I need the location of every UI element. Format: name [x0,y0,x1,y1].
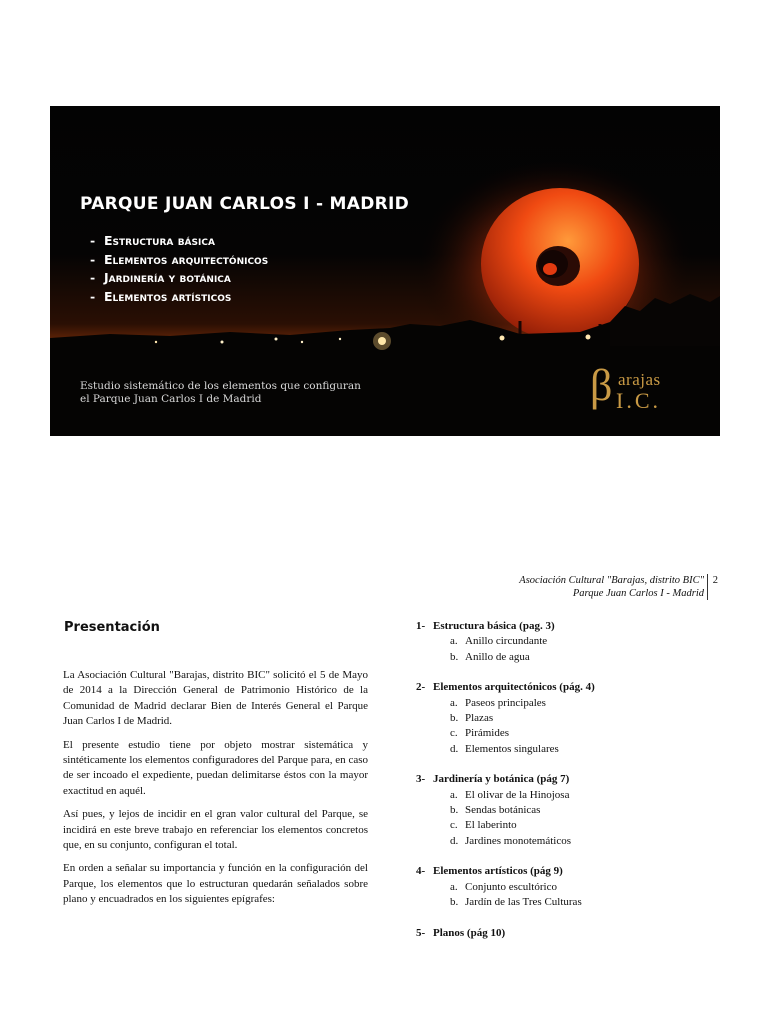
cover-topic: - Elementos arquitectónicos [90,251,269,267]
header-divider [707,574,708,600]
toc-section [416,864,716,910]
toc-item: c. Pirámides [450,727,509,740]
toc-item: c. El laberinto [450,819,517,832]
toc-item: b. Jardín de las Tres Culturas [450,896,582,909]
cover-banner [50,106,720,436]
toc-item: b. Plazas [450,712,494,725]
cover-topic: - Elementos artísticos [90,288,232,304]
toc-item: a. Paseos principales [450,696,546,709]
toc-item: d. Jardines monotemáticos [450,834,572,847]
header-park: Parque Juan Carlos I - Madrid [572,588,704,599]
toc-section [416,926,716,941]
table-of-contents [416,619,716,956]
cover-subtitle: Estudio sistemático de los elementos que configuran el Parque Juan Carlos I de Madrid [80,380,361,405]
toc-heading: 4- Elementos artísticos (pág 9) [416,865,563,878]
toc-item: b. Anillo de agua [450,650,530,663]
toc-section [416,680,716,757]
toc-section [416,619,716,665]
toc-heading: 2- Elementos arquitectónicos (pág. 4) [416,681,595,694]
paragraph: La Asociación Cultural "Barajas, distrito BIC" solicitó el 5 de Mayo de 2014 a la Dirección General de Patrimonio Histórico de la Comunidad de Madrid declarar Bien de Interés General el Parque Juan Carlos I de Madrid. [63,669,368,728]
cover-topic-list [90,232,268,306]
cover-topic: - Estructura básica [90,233,215,248]
section-title: Presentación [64,620,160,635]
toc-item: b. Sendas botánicas [450,804,541,817]
toc-heading: 1- Estructura básica (pag. 3) [416,620,555,632]
paragraph: Así pues, y lejos de incidir en el gran valor cultural del Parque, se incidirá en este breve trabajo en referenciar los elementos concretos que, en su conjunto, configuran el total. [63,808,368,852]
cover-topic: - Jardinería y botánica [90,270,231,286]
running-header [400,574,718,602]
toc-heading: 5- Planos (pág 10) [416,926,506,939]
toc-item: d. Elementos singulares [450,742,559,755]
toc-item: a. Anillo circundante [450,635,548,648]
header-association: Asociación Cultural "Barajas, distrito BIC" [519,575,704,586]
toc-item: a. El olivar de la Hinojosa [450,788,570,801]
cover-title: PARQUE JUAN CARLOS I - MADRID [80,194,410,214]
barajas-bic-logo: β arajas I.C. [590,361,661,413]
body-text [63,668,368,916]
page-number: 2 [712,575,718,586]
toc-heading: 3- Jardinería y botánica (pág 7) [416,773,570,786]
paragraph: En orden a señalar su importancia y función en la configuración del Parque, los elementos que lo estructuran quedarán señalados sobre plano y encuadrados en los siguientes epígrafes: [63,862,368,906]
paragraph: El presente estudio tiene por objeto mostrar sistemática y sintéticamente los elementos configuradores del Parque para, en caso de ser incoado el expediente, puedan delimitarse éstos con la mayor exactitud en aquél. [63,738,368,797]
logo-beta-icon: β [590,361,613,410]
toc-item: a. Conjunto escultórico [450,880,557,893]
toc-section [416,772,716,849]
